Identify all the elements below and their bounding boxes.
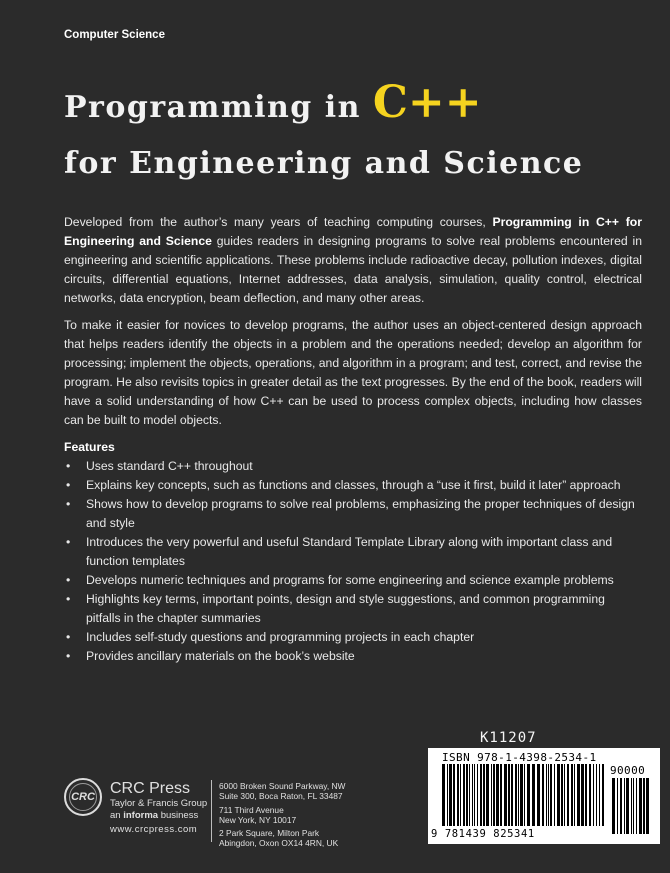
feature-item [64,495,642,533]
feature-text: Introduces the very powerful and useful Standard Template Library along with important class and function templates [86,535,613,568]
barcode-bar [542,764,544,826]
barcode-bar [589,764,591,826]
features-heading: Features [64,440,115,454]
description-paragraph-2: To make it easier for novices to develop programs, the author uses an object-centered design approach that helps readers identify the objects in a problem and the operations needed; develop an algorithm for processing; implement the objects, operations, and algorithm in a program; and test, correct, and revise the program. He also revisits topics in greater detail as the text progresses. By the end of the book, readers will have a solid understanding of how C++ can be used to process complex objects, including how classes can be built to model objects. [64,318,642,427]
description [64,213,642,666]
bullet-icon: • [66,497,71,511]
bullet-icon: • [66,573,71,587]
address-line: 6000 Broken Sound Parkway, NW [219,781,346,791]
crc-logo-icon: CRC [64,778,102,816]
barcode-bar [453,764,455,826]
bullet-icon: • [66,630,71,644]
barcode-bar [511,764,513,826]
features-list [64,457,642,666]
title-prefix: Programming in [64,90,373,125]
barcode-bar [612,778,615,834]
feature-text: Uses standard C++ throughout [86,459,253,473]
barcode-bar [567,764,569,826]
barcode-bar [457,764,459,826]
feature-item [64,533,642,571]
p1-text-end: guides readers in designing programs to solve real problems encountered in engineering and scientific applications. These problems include radioactive decay, pollution indexes, digital circuits, differential equations, Internet addresses, data analysis, simulation, quality control, electrical networks, data encryption, beam deflection, and many other areas. [64,234,643,305]
barcode-bar [524,764,525,826]
title-line-2: for Engineering and Science [64,146,584,181]
supplement-bars [612,778,652,834]
barcode-bar [477,764,478,826]
barcode-bar [585,764,587,826]
publisher-url[interactable]: www.crcpress.com [110,824,198,835]
address-line: New York, NY 10017 [219,814,297,825]
feature-item [64,647,642,666]
barcode-bar [643,778,645,834]
barcode-bar [639,778,642,834]
title-line-1 [64,77,644,129]
publisher-addresses [219,781,345,852]
barcode-bar [550,764,552,826]
isbn-text: ISBN 978-1-4398-2534-1 [442,751,597,764]
barcode-bar [636,778,637,834]
title-highlight: C++ [372,77,482,128]
p1-book-title-bold: Programming in C++ for Engineering and Science [64,215,642,248]
barcode-bar [493,764,495,826]
feature-item [64,628,642,647]
address-line: Abingdon, Oxon OX14 4RN, UK [219,838,339,849]
address-line: Suite 300, Boca Raton, FL 33487 [219,791,343,802]
barcode-bar [617,778,618,834]
book-title [64,77,644,185]
barcode-bar [486,764,489,826]
barcode-bar [571,764,573,826]
barcode-bar [447,764,448,826]
barcode-bar [548,764,549,826]
feature-text: Develops numeric techniques and programs for some engineering and science example problems [86,573,614,587]
barcode-bar [581,764,584,826]
barcode-bar [537,764,540,826]
publisher-info [110,780,207,838]
barcode-bar [472,764,473,826]
barcode-bar [442,764,445,826]
product-code: K11207 [480,730,537,746]
bullet-icon: • [66,478,71,492]
barcode-bar [633,778,634,834]
category-label: Computer Science [64,29,165,41]
barcode-bar [460,764,461,826]
bullet-icon: • [66,459,71,473]
barcode-bar [577,764,580,826]
barcode-bar [500,764,502,826]
p1-text-start: Developed from the author’s many years of teaching computing courses, [64,215,493,229]
barcode-bar [620,778,622,834]
feature-text: Shows how to develop programs to solve real problems, emphasizing the proper techniques of design and style [86,497,635,530]
feature-text: Includes self-study questions and programming projects in each chapter [86,630,475,644]
feature-item [64,590,642,628]
barcode-bar [574,764,575,826]
bullet-icon: • [66,649,71,663]
business-prefix: an [110,810,124,821]
barcode-bar [532,764,535,826]
feature-text: Provides ancillary materials on the book’s website [86,649,355,663]
barcode-bar [554,764,555,826]
barcode-bar [624,778,625,834]
barcode-bar [520,764,523,826]
barcode-bar [496,764,499,826]
feature-text: Explains key concepts, such as functions and classes, through a “use it first, build it later” approach [86,478,621,492]
barcode-bar [593,764,594,826]
address-block [219,805,345,826]
isbn-barcode [428,748,660,844]
address-line: 2 Park Square, Milton Park [219,828,320,839]
barcode-bar [546,764,547,826]
barcode-bar [557,764,560,826]
barcode-bar [480,764,482,826]
barcode-bar [474,764,475,826]
business-suffix: business [158,810,199,821]
bullet-icon: • [66,535,71,549]
barcode-bar [469,764,470,826]
barcode-bar [564,764,565,826]
ean-digits: 9 781439 825341 [431,828,535,840]
feature-item [64,571,642,590]
publisher-business [110,810,207,822]
barcode-bar [561,764,563,826]
barcode-bar [508,764,510,826]
barcode-bar [646,778,649,834]
barcode-bar [466,764,468,826]
barcode-bar [631,778,632,834]
feature-text: Highlights key terms, important points, design and style suggestions, and common programming pitfalls in the chapter summaries [86,592,605,625]
publisher-divider [211,780,212,842]
price-code: 90000 [610,764,646,777]
barcode-bar [483,764,485,826]
bullet-icon: • [66,592,71,606]
barcode-bar [599,764,600,826]
barcode-bar [626,778,629,834]
barcode-bars [442,764,608,830]
address-block [219,781,345,802]
barcode-bar [463,764,465,826]
feature-item [64,457,642,476]
address-block [219,828,345,849]
barcode-bar [518,764,519,826]
barcode-bar [596,764,597,826]
publisher-name: CRC Press [110,780,191,797]
barcode-bar [449,764,452,826]
business-brand: informa [123,810,159,821]
description-paragraph-1 [64,213,642,308]
barcode-bar [602,764,604,826]
barcode-bar [504,764,507,826]
publisher-group: Taylor & Francis Group [110,798,208,809]
barcode-bar [491,764,492,826]
feature-item [64,476,642,495]
barcode-bar [515,764,517,826]
barcode-bar [527,764,530,826]
address-line: 711 Third Avenue [219,804,284,815]
